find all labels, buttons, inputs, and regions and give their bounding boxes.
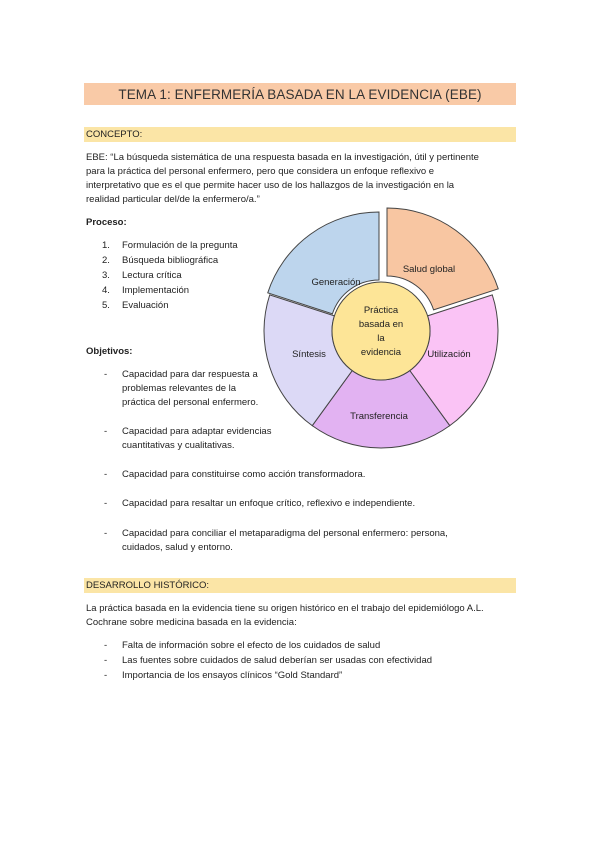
desarrollo-line: La práctica basada en la evidencia tiene su origen histórico en el trabajo del epidemiólogo A.L. [86, 603, 484, 614]
objetivo-line: Capacidad para dar respuesta a [122, 369, 258, 380]
bullet-dash: - [104, 426, 108, 437]
objetivo-line: cuantitativas y cualitativas. [122, 440, 235, 451]
objetivo-item [104, 497, 504, 511]
desarrollo-item-text: Las fuentes sobre cuidados de salud deberían ser usadas con efectividad [122, 655, 433, 666]
diagram-center-circle [332, 282, 430, 380]
objetivo-line: Capacidad para conciliar el metaparadigma del personal enfermero: persona, [122, 528, 448, 539]
proceso-item-number: 4. [102, 285, 110, 296]
concepto-line: realidad particular del/de la enfermero/a.” [86, 194, 260, 205]
segment-label-salud-global: Salud global [402, 264, 456, 275]
objetivo-item [104, 527, 514, 555]
proceso-item-number: 1. [102, 240, 110, 251]
bullet-dash: - [104, 670, 108, 681]
diagram-center-line: basada en [358, 319, 404, 330]
desarrollo-item [104, 639, 514, 653]
objetivo-line: cuidados, salud y entorno. [122, 542, 233, 553]
objetivo-line: Capacidad para resaltar un enfoque crítico, reflexivo e independiente. [122, 498, 416, 509]
proceso-item-number: 5. [102, 300, 110, 311]
proceso-item-text: Evaluación [122, 300, 169, 311]
proceso-item-text: Formulación de la pregunta [122, 240, 238, 251]
desarrollo-paragraph [86, 602, 516, 630]
proceso-heading: Proceso: [86, 217, 127, 228]
objetivo-line: Capacidad para constituirse como acción transformadora. [122, 469, 366, 480]
diagram-center-line: evidencia [360, 347, 402, 358]
bullet-dash: - [104, 498, 108, 509]
objetivo-item [104, 468, 504, 482]
concepto-line: EBE: “La búsqueda sistemática de una respuesta basada en la investigación, útil y pertinente [86, 152, 479, 163]
diagram-center-line: la [377, 333, 385, 344]
proceso-item-text: Lectura crítica [122, 270, 182, 281]
desarrollo-item-text: Importancia de los ensayos clínicos “Gold Standard” [122, 670, 343, 681]
concepto-line: interpretativo que es el que permite hacer uso de los hallazgos de la investigación en la [86, 180, 455, 191]
segment-label-sintesis: Síntesis [292, 349, 326, 360]
objetivo-line: práctica del personal enfermero. [122, 397, 259, 408]
bullet-dash: - [104, 655, 108, 666]
desarrollo-item-text: Falta de información sobre el efecto de los cuidados de salud [122, 640, 381, 651]
segment-label-utilizacion: Utilización [427, 349, 471, 360]
objetivo-item [104, 425, 304, 453]
proceso-item-text: Implementación [122, 285, 190, 296]
proceso-item-number: 2. [102, 255, 110, 266]
segment-label-transferencia: Transferencia [350, 411, 408, 422]
bullet-dash: - [104, 469, 108, 480]
desarrollo-item [104, 654, 514, 668]
bullet-dash: - [104, 528, 108, 539]
bullet-dash: - [104, 369, 108, 380]
objetivos-heading: Objetivos: [86, 346, 133, 357]
objetivo-line: Capacidad para adaptar evidencias [122, 426, 272, 437]
proceso-item-text: Búsqueda bibliográfica [122, 255, 219, 266]
page-title: TEMA 1: ENFERMERÍA BASADA EN LA EVIDENCIA (EBE) [84, 83, 516, 105]
desarrollo-line: Cochrane sobre medicina basada en la evidencia: [86, 617, 297, 628]
desarrollo-heading: DESARROLLO HISTÓRICO: [84, 578, 516, 593]
proceso-item-number: 3. [102, 270, 110, 281]
concepto-line: para la práctica del personal enfermero, pero que considera un enfoque reflexivo e [86, 166, 435, 177]
objetivo-item [104, 368, 304, 410]
concepto-heading: CONCEPTO: [84, 127, 516, 142]
desarrollo-item [104, 669, 514, 683]
diagram-center-line: Práctica [363, 305, 399, 316]
bullet-dash: - [104, 640, 108, 651]
segment-label-generacion: Generación [311, 277, 361, 288]
objetivo-line: problemas relevantes de la [122, 383, 237, 394]
